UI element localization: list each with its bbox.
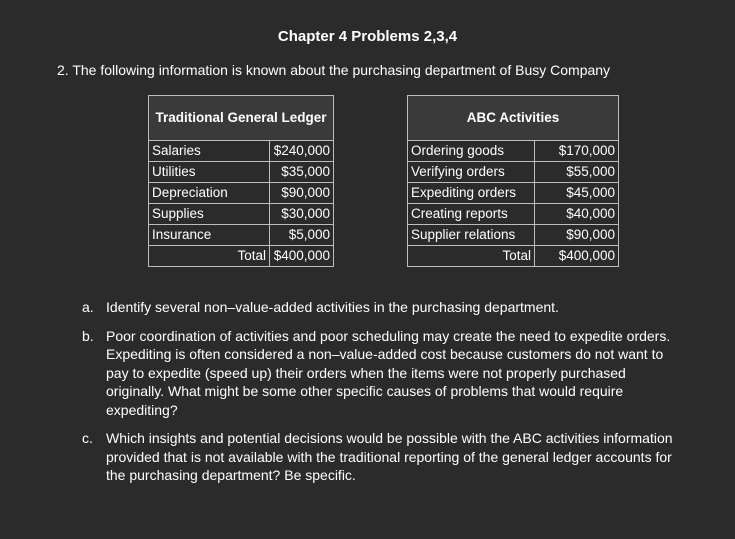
total-value: $400,000 (270, 246, 334, 267)
question-text: Poor coordination of activities and poor scheduling may create the need to expedite orders. Expediting is often considered a non–value-added cost because customers do not want to pay to expedite (speed up) their orders when the items were not properly purchased originally. What might be some other specific causes of problems that would require expediting? (106, 327, 671, 418)
abc-activities-table (407, 95, 619, 267)
row-label: Ordering goods (408, 141, 535, 162)
table-row (408, 141, 619, 162)
abc-header: ABC Activities (408, 96, 619, 141)
row-label: Supplies (149, 204, 270, 225)
row-value: $35,000 (270, 162, 334, 183)
row-value: $40,000 (535, 204, 619, 225)
row-label: Salaries (149, 141, 270, 162)
total-row (149, 246, 334, 267)
row-value: $90,000 (270, 183, 334, 204)
page-title: Chapter 4 Problems 2,3,4 (277, 28, 458, 45)
row-value: $55,000 (535, 162, 619, 183)
questions-list (82, 298, 682, 495)
row-value: $240,000 (270, 141, 334, 162)
row-value: $5,000 (270, 225, 334, 246)
table-row (149, 183, 334, 204)
total-value: $400,000 (535, 246, 619, 267)
question-label: c. (82, 430, 93, 446)
question-a (82, 298, 682, 317)
total-label: Total (149, 246, 270, 267)
question-text: Which insights and potential decisions would be possible with the ABC activities information provided that is not available with the traditional reporting of the general ledger accounts for the purchasing department? Be specific. (106, 430, 673, 483)
row-label: Supplier relations (408, 225, 535, 246)
total-label: Total (408, 246, 535, 267)
table-row (149, 162, 334, 183)
row-label: Creating reports (408, 204, 535, 225)
question-label: a. (82, 299, 94, 315)
table-row (408, 204, 619, 225)
table-row (408, 183, 619, 204)
total-row (408, 246, 619, 267)
table-row (149, 225, 334, 246)
row-value: $45,000 (535, 183, 619, 204)
question-label: b. (82, 327, 94, 344)
problem-intro: 2. The following information is known about the purchasing department of Busy Company (57, 62, 611, 78)
table-row (149, 204, 334, 225)
row-label: Verifying orders (408, 162, 535, 183)
traditional-header: Traditional General Ledger (149, 96, 334, 141)
row-value: $30,000 (270, 204, 334, 225)
table-row (149, 141, 334, 162)
row-label: Insurance (149, 225, 270, 246)
traditional-ledger-table (148, 95, 334, 267)
question-b (82, 327, 682, 420)
row-label: Depreciation (149, 183, 270, 204)
question-c (82, 429, 682, 485)
row-value: $90,000 (535, 225, 619, 246)
row-value: $170,000 (535, 141, 619, 162)
row-label: Utilities (149, 162, 270, 183)
table-row (408, 162, 619, 183)
table-row (408, 225, 619, 246)
row-label: Expediting orders (408, 183, 535, 204)
question-text: Identify several non–value-added activities in the purchasing department. (106, 299, 559, 315)
